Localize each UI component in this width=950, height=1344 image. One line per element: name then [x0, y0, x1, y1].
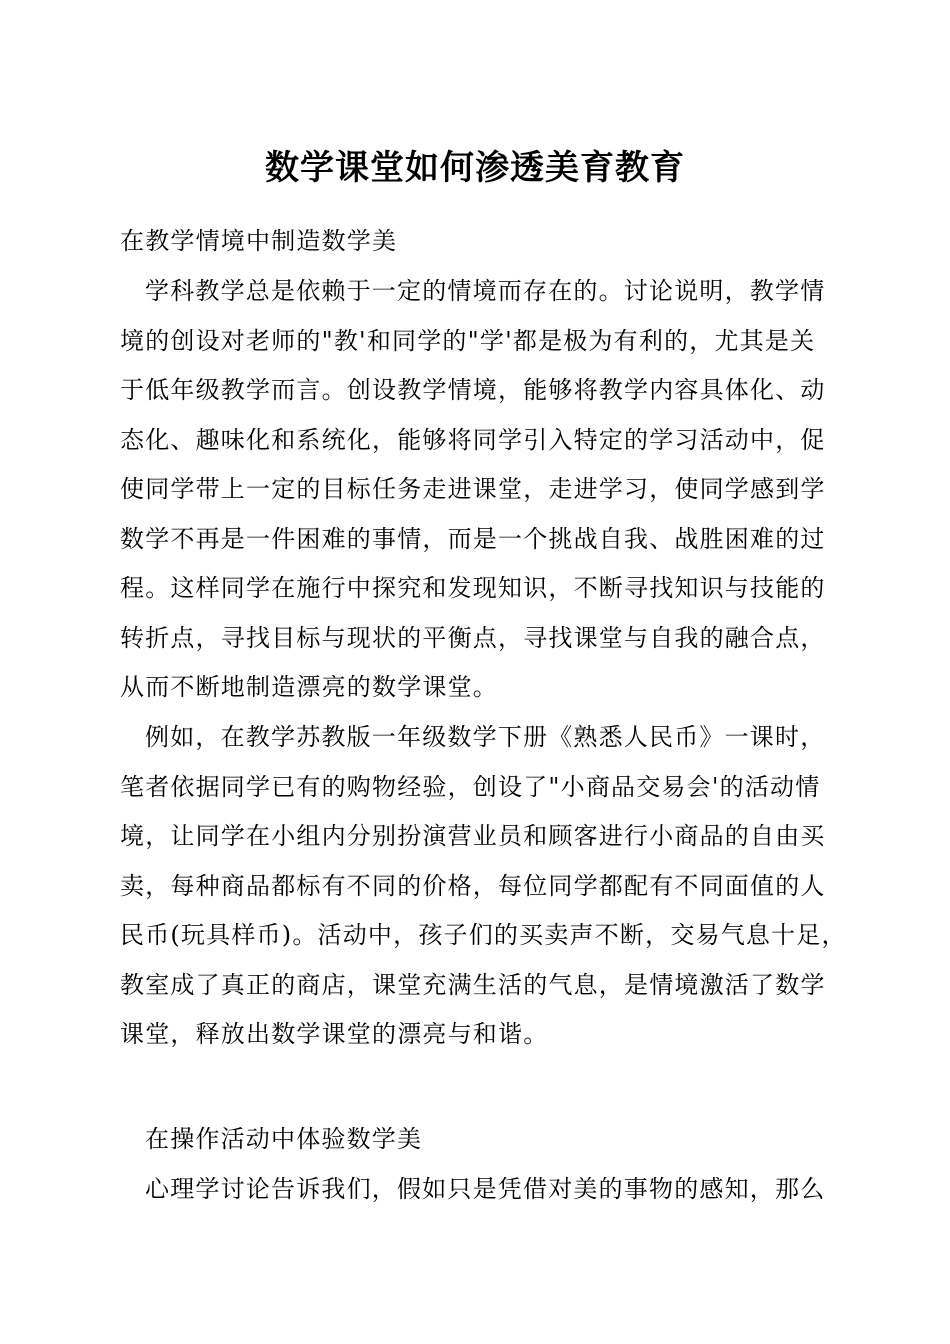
paragraph-1: [120, 267, 840, 713]
paragraph-line: 从而不断地制造漂亮的数学课堂。: [120, 673, 498, 701]
paragraph-2: [120, 713, 847, 1060]
paragraph-line: 例如，在教学苏教版一年级数学下册《熟悉人民币》一课时，: [145, 723, 826, 751]
paragraph-line: 课堂，释放出数学课堂的漂亮与和谐。: [120, 1020, 549, 1048]
section-heading-text: 在教学情境中制造数学美: [120, 227, 398, 255]
section-heading-1: [120, 217, 840, 267]
paragraph-line: 心理学讨论告诉我们，假如只是凭借对美的事物的感知，那么: [145, 1175, 826, 1203]
paragraph-3: [120, 1165, 840, 1215]
paragraph-line: 教室成了真正的商店，课堂充满生活的气息，是情境激活了数学: [120, 970, 826, 999]
paragraph-line: 境，让同学在小组内分别扮演营业员和顾客进行小商品的自由买: [120, 822, 826, 850]
document-title: 数学课堂如何渗透美育教育: [265, 148, 685, 188]
paragraph-line: 于低年级教学而言。创设教学情境，能够将教学内容具体化、动: [120, 376, 826, 404]
paragraph-line: 转折点，寻找目标与现状的平衡点，寻找课堂与自我的融合点，: [120, 623, 826, 652]
paragraph-line: 学科教学总是依赖于一定的情境而存在的。讨论说明，教学情: [145, 277, 826, 305]
paragraph-line: 民币(玩具样币)。活动中，孩子们的买卖声不断，交易气息十足，: [120, 921, 847, 949]
paragraph-line: 使同学带上一定的目标任务走进课堂，走进学习，使同学感到学: [120, 475, 826, 503]
paragraph-line: 卖，每种商品都标有不同的价格，每位同学都配有不同面值的人: [120, 871, 826, 900]
section-heading-text: 在操作活动中体验数学美: [145, 1125, 423, 1153]
paragraph-line: 境的创设对老师的"教'和同学的"学'都是极为有利的，尤其是关: [120, 326, 816, 355]
paragraph-line: 数学不再是一件困难的事情，而是一个挑战自我、战胜困难的过: [120, 524, 826, 553]
paragraph-line: 笔者依据同学已有的购物经验，创设了"小商品交易会'的活动情: [120, 772, 821, 801]
section-heading-2: [120, 1115, 840, 1165]
paragraph-line: 程。这样同学在施行中探究和发现知识，不断寻找知识与技能的: [120, 574, 826, 602]
paragraph-line: 态化、趣味化和系统化，能够将同学引入特定的学习活动中，促: [120, 425, 826, 454]
